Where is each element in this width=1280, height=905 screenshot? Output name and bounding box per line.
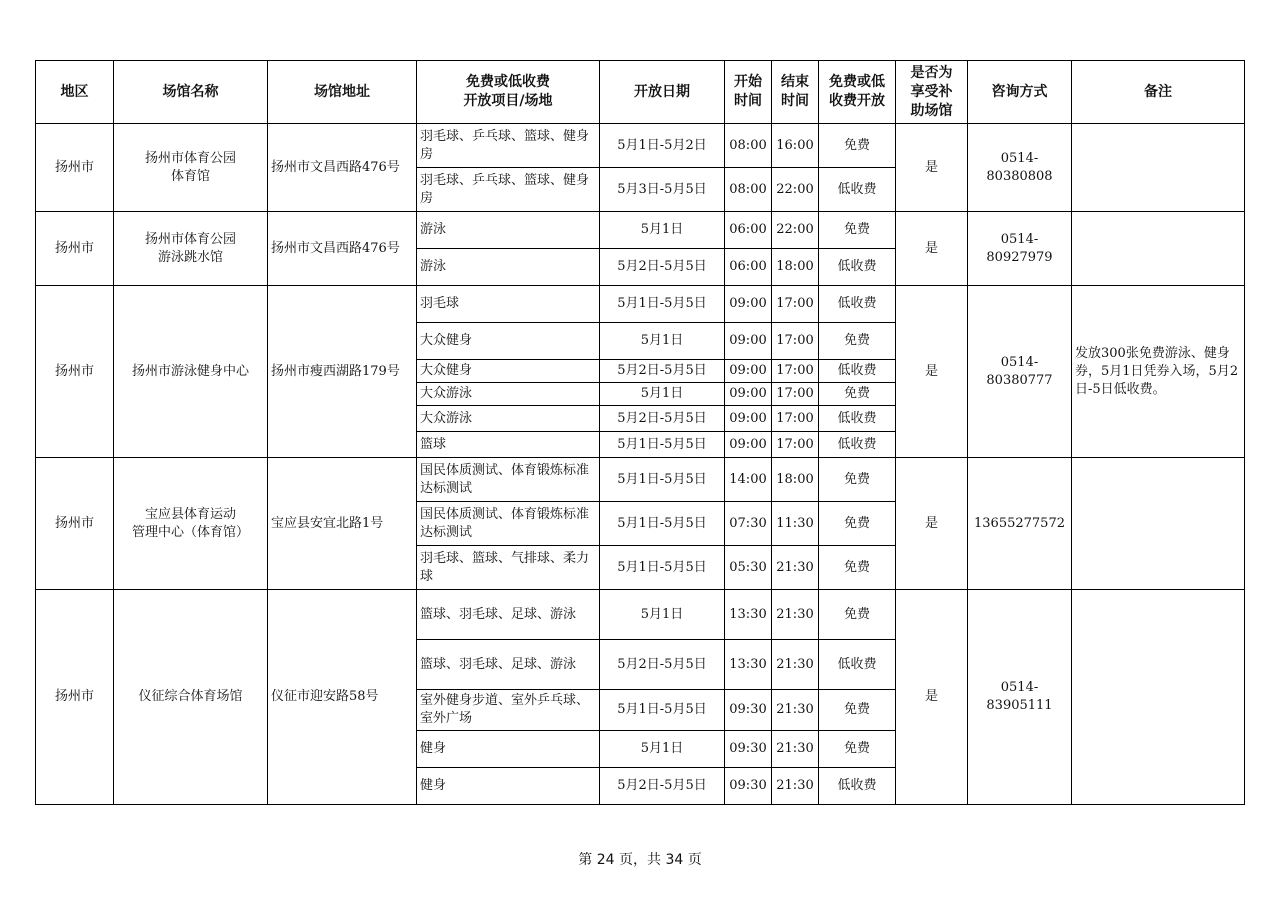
end-time-cell: 21:30 <box>772 731 819 768</box>
header-row <box>36 61 1245 124</box>
open-date-cell: 5月1日 <box>600 383 725 406</box>
region-cell: 扬州市 <box>36 458 114 590</box>
header-region: 地区 <box>36 61 114 124</box>
open-date-cell: 5月1日 <box>600 323 725 360</box>
start-time-cell: 08:00 <box>725 124 772 168</box>
end-time-cell: 21:30 <box>772 768 819 805</box>
project-cell: 大众游泳 <box>417 406 600 432</box>
open-date-cell: 5月2日-5月5日 <box>600 768 725 805</box>
start-time-cell: 09:30 <box>725 768 772 805</box>
table-row <box>36 590 1245 640</box>
header-open-date: 开放日期 <box>600 61 725 124</box>
open-date-cell: 5月1日-5月5日 <box>600 286 725 323</box>
project-cell: 篮球、羽毛球、足球、游泳 <box>417 590 600 640</box>
fee-type-cell: 低收费 <box>819 168 896 212</box>
end-time-cell: 17:00 <box>772 432 819 458</box>
header-subsidized: 是否为 享受补 助场馆 <box>896 61 968 124</box>
fee-type-cell: 免费 <box>819 546 896 590</box>
subsidized-cell: 是 <box>896 458 968 590</box>
region-cell: 扬州市 <box>36 286 114 458</box>
header-venue-name: 场馆名称 <box>114 61 268 124</box>
table-row <box>36 212 1245 249</box>
fee-type-cell: 低收费 <box>819 249 896 286</box>
venue-name-cell: 扬州市体育公园 体育馆 <box>114 124 268 212</box>
venue-name-cell: 仪征综合体育场馆 <box>114 590 268 805</box>
start-time-cell: 09:00 <box>725 383 772 406</box>
fee-type-cell: 免费 <box>819 383 896 406</box>
start-time-cell: 09:00 <box>725 323 772 360</box>
region-cell: 扬州市 <box>36 124 114 212</box>
end-time-cell: 17:00 <box>772 383 819 406</box>
contact-cell: 0514-80927979 <box>968 212 1072 286</box>
project-cell: 室外健身步道、室外乒乓球、室外广场 <box>417 690 600 731</box>
project-cell: 大众健身 <box>417 323 600 360</box>
venue-address-cell: 扬州市瘦西湖路179号 <box>268 286 417 458</box>
contact-cell: 0514-83905111 <box>968 590 1072 805</box>
page-footer: 第 24 页，共 34 页 <box>578 852 702 868</box>
open-date-cell: 5月3日-5月5日 <box>600 168 725 212</box>
start-time-cell: 13:30 <box>725 590 772 640</box>
open-date-cell: 5月2日-5月5日 <box>600 360 725 383</box>
start-time-cell: 09:00 <box>725 432 772 458</box>
project-cell: 游泳 <box>417 212 600 249</box>
end-time-cell: 18:00 <box>772 249 819 286</box>
open-date-cell: 5月1日-5月5日 <box>600 458 725 502</box>
venue-address-cell: 扬州市文昌西路476号 <box>268 212 417 286</box>
project-cell: 国民体质测试、体育锻炼标准达标测试 <box>417 502 600 546</box>
note-cell <box>1072 124 1245 212</box>
venue-name-cell: 扬州市体育公园 游泳跳水馆 <box>114 212 268 286</box>
open-date-cell: 5月1日-5月5日 <box>600 546 725 590</box>
end-time-cell: 21:30 <box>772 690 819 731</box>
project-cell: 大众游泳 <box>417 383 600 406</box>
start-time-cell: 08:00 <box>725 168 772 212</box>
subsidized-cell: 是 <box>896 590 968 805</box>
fee-type-cell: 免费 <box>819 502 896 546</box>
open-date-cell: 5月2日-5月5日 <box>600 640 725 690</box>
venue-name-cell: 宝应县体育运动 管理中心（体育馆） <box>114 458 268 590</box>
end-time-cell: 18:00 <box>772 458 819 502</box>
contact-cell: 0514-80380777 <box>968 286 1072 458</box>
start-time-cell: 09:30 <box>725 690 772 731</box>
contact-cell: 0514-80380808 <box>968 124 1072 212</box>
note-cell: 发放300张免费游泳、健身券，5月1日凭券入场，5月2日-5日低收费。 <box>1072 286 1245 458</box>
fee-type-cell: 低收费 <box>819 286 896 323</box>
fee-type-cell: 低收费 <box>819 406 896 432</box>
open-date-cell: 5月1日 <box>600 212 725 249</box>
fee-type-cell: 低收费 <box>819 768 896 805</box>
fee-type-cell: 低收费 <box>819 432 896 458</box>
start-time-cell: 09:30 <box>725 731 772 768</box>
start-time-cell: 06:00 <box>725 212 772 249</box>
open-date-cell: 5月1日-5月5日 <box>600 432 725 458</box>
venue-address-cell: 宝应县安宜北路1号 <box>268 458 417 590</box>
subsidized-cell: 是 <box>896 212 968 286</box>
region-cell: 扬州市 <box>36 590 114 805</box>
end-time-cell: 22:00 <box>772 168 819 212</box>
fee-type-cell: 免费 <box>819 458 896 502</box>
note-cell <box>1072 590 1245 805</box>
header-venue-address: 场馆地址 <box>268 61 417 124</box>
project-cell: 羽毛球、乒乓球、篮球、健身房 <box>417 168 600 212</box>
venue-name-cell: 扬州市游泳健身中心 <box>114 286 268 458</box>
end-time-cell: 21:30 <box>772 546 819 590</box>
fee-type-cell: 免费 <box>819 124 896 168</box>
end-time-cell: 16:00 <box>772 124 819 168</box>
venue-address-cell: 仪征市迎安路58号 <box>268 590 417 805</box>
table-row <box>36 286 1245 323</box>
table-row <box>36 124 1245 168</box>
project-cell: 篮球、羽毛球、足球、游泳 <box>417 640 600 690</box>
header-note: 备注 <box>1072 61 1245 124</box>
fee-type-cell: 低收费 <box>819 360 896 383</box>
fee-type-cell: 免费 <box>819 731 896 768</box>
end-time-cell: 17:00 <box>772 286 819 323</box>
contact-cell: 13655277572 <box>968 458 1072 590</box>
open-date-cell: 5月2日-5月5日 <box>600 249 725 286</box>
region-cell: 扬州市 <box>36 212 114 286</box>
venue-address-cell: 扬州市文昌西路476号 <box>268 124 417 212</box>
header-start-time: 开始 时间 <box>725 61 772 124</box>
end-time-cell: 21:30 <box>772 640 819 690</box>
end-time-cell: 21:30 <box>772 590 819 640</box>
open-date-cell: 5月1日 <box>600 590 725 640</box>
note-cell <box>1072 212 1245 286</box>
venue-table <box>35 60 1245 805</box>
end-time-cell: 17:00 <box>772 360 819 383</box>
header-contact: 咨询方式 <box>968 61 1072 124</box>
header-fee-type: 免费或低 收费开放 <box>819 61 896 124</box>
open-date-cell: 5月1日-5月5日 <box>600 502 725 546</box>
open-date-cell: 5月1日-5月2日 <box>600 124 725 168</box>
project-cell: 健身 <box>417 768 600 805</box>
project-cell: 篮球 <box>417 432 600 458</box>
project-cell: 羽毛球、篮球、气排球、柔力球 <box>417 546 600 590</box>
subsidized-cell: 是 <box>896 124 968 212</box>
fee-type-cell: 免费 <box>819 690 896 731</box>
end-time-cell: 11:30 <box>772 502 819 546</box>
end-time-cell: 17:00 <box>772 323 819 360</box>
project-cell: 羽毛球 <box>417 286 600 323</box>
start-time-cell: 09:00 <box>725 406 772 432</box>
start-time-cell: 06:00 <box>725 249 772 286</box>
table-body <box>36 124 1245 805</box>
open-date-cell: 5月2日-5月5日 <box>600 406 725 432</box>
header-project: 免费或低收费 开放项目/场地 <box>417 61 600 124</box>
start-time-cell: 05:30 <box>725 546 772 590</box>
fee-type-cell: 低收费 <box>819 640 896 690</box>
table-row <box>36 458 1245 502</box>
end-time-cell: 17:00 <box>772 406 819 432</box>
start-time-cell: 09:00 <box>725 286 772 323</box>
fee-type-cell: 免费 <box>819 212 896 249</box>
start-time-cell: 07:30 <box>725 502 772 546</box>
fee-type-cell: 免费 <box>819 590 896 640</box>
project-cell: 大众健身 <box>417 360 600 383</box>
project-cell: 健身 <box>417 731 600 768</box>
header-end-time: 结束 时间 <box>772 61 819 124</box>
subsidized-cell: 是 <box>896 286 968 458</box>
open-date-cell: 5月1日 <box>600 731 725 768</box>
start-time-cell: 13:30 <box>725 640 772 690</box>
start-time-cell: 14:00 <box>725 458 772 502</box>
fee-type-cell: 免费 <box>819 323 896 360</box>
project-cell: 国民体质测试、体育锻炼标准达标测试 <box>417 458 600 502</box>
open-date-cell: 5月1日-5月5日 <box>600 690 725 731</box>
end-time-cell: 22:00 <box>772 212 819 249</box>
start-time-cell: 09:00 <box>725 360 772 383</box>
project-cell: 羽毛球、乒乓球、篮球、健身房 <box>417 124 600 168</box>
note-cell <box>1072 458 1245 590</box>
project-cell: 游泳 <box>417 249 600 286</box>
